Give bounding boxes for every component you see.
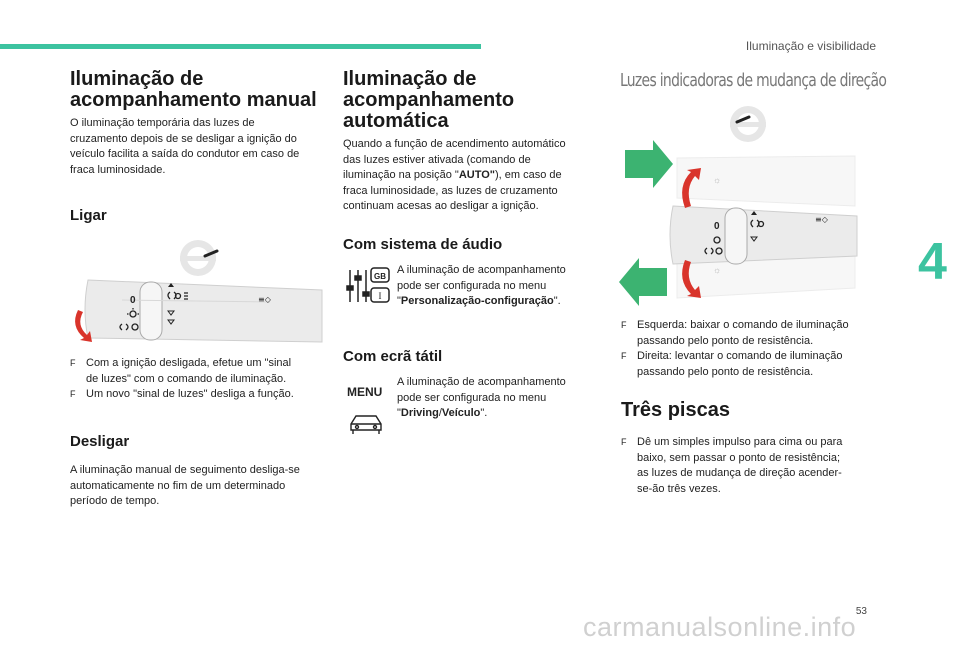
- audio-line: "Personalização-configuração".: [397, 295, 561, 307]
- col1-intro-line: cruzamento depois de se desligar a ignição do: [70, 132, 297, 145]
- veiculo-keyword: Veículo: [441, 407, 481, 419]
- bullet-mark: F: [70, 358, 76, 368]
- ligar-bullets: [70, 356, 332, 403]
- col1-intro: [70, 116, 330, 178]
- col1-intro-line: O iluminação temporária das luzes de: [70, 117, 255, 129]
- audio-text: [397, 263, 597, 310]
- col2-intro: [343, 137, 598, 215]
- bullet-text: as luzes de mudança de direção acender-: [637, 467, 842, 479]
- bullet-item: [621, 435, 873, 451]
- col1-title-line1: Iluminação de: [70, 68, 204, 90]
- green-arrow-right-icon: [625, 140, 673, 188]
- bullet-text: passando pelo ponto de resistência.: [637, 334, 814, 347]
- stalk-up-position: [677, 156, 855, 206]
- auto-keyword: AUTO": [458, 169, 495, 181]
- col2-title-line1: Iluminação de: [343, 68, 477, 90]
- bullet-text: Um novo "sinal de luzes" desliga a função.: [86, 388, 294, 400]
- col2-intro-line: continuam acesas ao desligar a ignição.: [343, 200, 539, 212]
- desligar-line: automaticamente no fim de um determinado: [70, 479, 286, 492]
- audio-settings-icon: [344, 262, 392, 310]
- ligar-title: Ligar: [70, 207, 107, 224]
- touch-text: [397, 375, 597, 422]
- bullet-text: baixo, sem passar o ponto de resistência;: [637, 451, 841, 464]
- bullet-item: [70, 387, 332, 403]
- tres-piscas-title: Três piscas: [621, 399, 730, 421]
- chapter-title: Iluminação e visibilidade: [745, 39, 876, 53]
- svg-text:☼: ☼: [713, 265, 722, 275]
- i-label: I: [378, 291, 382, 301]
- stalk-zero-label: 0: [130, 295, 136, 306]
- steering-wheel-icon: [730, 106, 766, 142]
- desligar-title: Desligar: [70, 433, 130, 450]
- stalk-illustration-manual: [60, 230, 325, 350]
- bullet-item: [621, 318, 873, 334]
- bullet-item-cont: [621, 466, 873, 482]
- col1-title-line2: acompanhamento manual: [70, 89, 317, 111]
- ligar-heading: [70, 207, 107, 224]
- col2-title: [343, 69, 593, 132]
- bullet-text: Esquerda: baixar o comando de iluminação: [637, 319, 849, 331]
- audio-line: pode ser configurada no menu: [397, 279, 547, 292]
- desligar-line: A iluminação manual de seguimento desliga-se: [70, 464, 300, 476]
- turn-signal-illustration: [615, 98, 860, 310]
- bullet-text: Dê um simples impulso para cima ou para: [637, 436, 843, 448]
- desligar-line: período de tempo.: [70, 495, 160, 507]
- stalk-zero-label: 0: [714, 221, 720, 232]
- steering-wheel-icon: [180, 240, 217, 276]
- col2-intro-line: fraca luminosidade, as luzes de cruzamento: [343, 184, 558, 197]
- audio-menu-keyword: Personalização-configuração: [400, 295, 554, 307]
- col2-intro-line: iluminação na posição "AUTO"), em caso de: [343, 169, 562, 181]
- stalk-lever-shape: [85, 280, 322, 342]
- bullet-text: passando pelo ponto de resistência.: [637, 365, 814, 378]
- tres-piscas-text: [621, 435, 873, 497]
- bullet-item: [70, 356, 332, 372]
- touch-line: pode ser configurada no menu: [397, 391, 547, 404]
- bullet-mark: F: [621, 351, 627, 361]
- bullet-text: Direita: levantar o comando de iluminação: [637, 350, 843, 362]
- page-number: 53: [855, 606, 867, 617]
- touch-line: A iluminação de acompanhamento: [397, 376, 566, 388]
- svg-text:☼: ☼: [713, 175, 722, 185]
- col1-intro-line: fraca luminosidade.: [70, 163, 166, 176]
- indicator-bullets: [621, 318, 873, 380]
- bullet-item: [621, 349, 873, 365]
- col2-title-line3: automática: [343, 110, 449, 132]
- tres-piscas-heading: [621, 400, 730, 421]
- green-arrow-left-icon: [619, 258, 667, 306]
- col2-intro-line: das luzes estiver ativada (comando de: [343, 153, 531, 166]
- car-icon: [348, 410, 384, 436]
- desligar-heading: [70, 433, 129, 450]
- col2-intro-line: Quando a função de acendimento automático: [343, 138, 566, 150]
- bullet-item-cont: [621, 334, 873, 350]
- touch-heading: [343, 348, 442, 365]
- touch-line: "Driving/Veículo".: [397, 407, 488, 419]
- stalk-end-symbol: ≡◇: [258, 295, 271, 304]
- col2-title-line2: acompanhamento: [343, 89, 515, 111]
- bullet-item-cont: [621, 365, 873, 381]
- col1-intro-line: veículo facilita a saída do condutor em caso de: [70, 148, 300, 160]
- audio-title: Com sistema de áudio: [343, 236, 503, 253]
- gb-label: GB: [374, 272, 386, 281]
- stalk-end-symbol: ≡◇: [815, 215, 828, 224]
- bullet-mark: F: [70, 389, 76, 399]
- bullet-item-cont: [621, 451, 873, 467]
- audio-heading: [343, 236, 502, 253]
- header-accent-bar: [0, 44, 481, 49]
- touch-title: Com ecrã tátil: [343, 348, 443, 365]
- bullet-text: se-ão três vezes.: [637, 482, 721, 495]
- bullet-text: de luzes" com o comando de iluminação.: [86, 372, 287, 385]
- col1-title: [70, 69, 330, 111]
- chapter-tab-number: 4: [918, 233, 947, 291]
- bullet-item-cont: [70, 372, 332, 388]
- driving-keyword: Driving: [400, 407, 439, 419]
- bullet-text: Com a ignição desligada, efetue um "sinal: [86, 357, 292, 369]
- watermark: carmanualsonline.info: [583, 612, 857, 642]
- bullet-item-cont: [621, 482, 873, 498]
- indicators-title: Luzes indicadoras de mudança de direção: [620, 70, 887, 91]
- bullet-mark: F: [621, 320, 627, 330]
- audio-line: A iluminação de acompanhamento: [397, 264, 566, 276]
- desligar-text: [70, 463, 332, 510]
- bullet-mark: F: [621, 437, 627, 447]
- stalk-middle-position: [670, 206, 857, 264]
- menu-label: MENU: [347, 385, 383, 399]
